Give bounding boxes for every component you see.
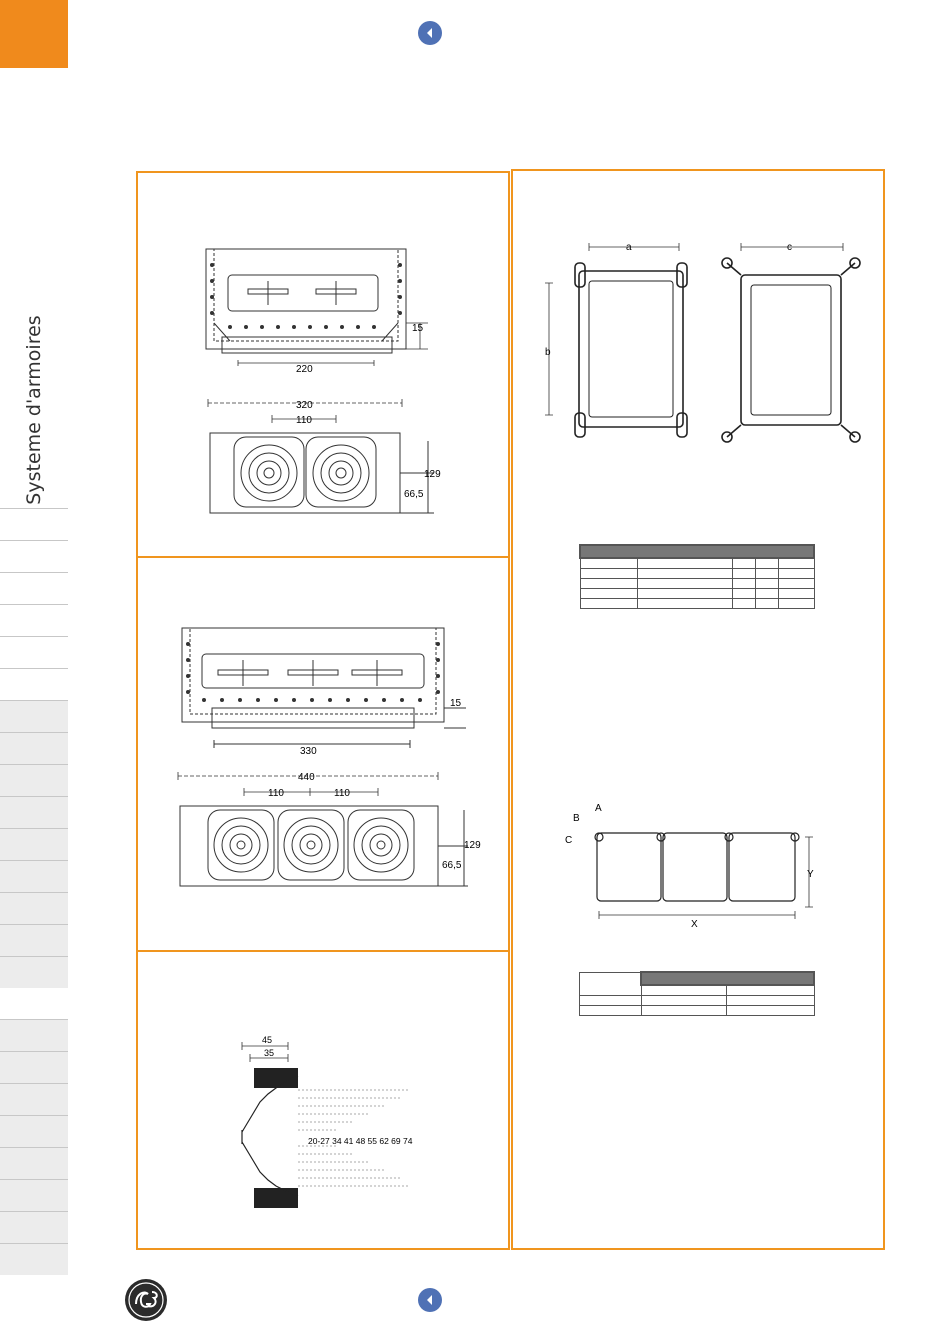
spec-table-2 [579,971,815,1016]
frame-outline [206,249,406,349]
dim-129: 129 [424,469,441,480]
section-title [10,300,58,520]
front-housing [210,433,400,513]
sidebar-row[interactable] [0,572,68,604]
sidebar-gap [0,988,68,1019]
table-header-bar [641,972,814,985]
two-module-drawing [138,173,508,556]
sidebar-row[interactable] [0,1179,68,1211]
sidebar-row[interactable] [0,1019,68,1051]
dim-35: 35 [264,1048,275,1058]
dim-440: 440 [298,772,315,783]
back-button-top[interactable] [418,21,442,45]
sidebar-row[interactable] [0,764,68,796]
section-tab[interactable] [0,0,68,68]
panel-mounting-drawings [511,169,885,1250]
panel-three-module-drawing [136,556,510,952]
label-c: c [787,242,792,253]
mounting-drawings [513,171,883,1248]
table-row [580,569,814,579]
label-b: b [545,347,551,358]
dim-66-5: 66,5 [442,860,462,871]
gland-size-scale: 20-27 34 41 48 55 62 69 74 [308,1136,413,1146]
sidebar-row[interactable] [0,1243,68,1275]
sidebar-row[interactable] [0,860,68,892]
dim-15: 15 [412,323,424,334]
sidebar-row[interactable] [0,540,68,572]
table-row [580,558,814,569]
sidebar-row[interactable] [0,668,68,700]
ge-logo-icon [124,1278,168,1322]
dim-220: 220 [296,364,313,375]
dim-15: 15 [450,698,462,709]
sidebar-row[interactable] [0,1051,68,1083]
label-X: X [691,919,698,930]
sidebar-row[interactable] [0,636,68,668]
back-button-bottom[interactable] [418,1288,442,1312]
label-B: B [573,813,580,824]
sidebar-row[interactable] [0,892,68,924]
dim-320: 320 [296,400,313,411]
dim-330: 330 [300,746,317,757]
table-row [580,579,814,589]
label-Y: Y [807,869,814,880]
table-row [580,589,814,599]
sidebar-row[interactable] [0,508,68,540]
sidebar-row[interactable] [0,1083,68,1115]
dim-110-left: 110 [268,788,284,799]
dim-45: 45 [262,1035,273,1045]
dim-110: 110 [296,415,312,426]
section-title-text: Systeme d'armoires [23,315,45,505]
sidebar-row[interactable] [0,732,68,764]
label-A: A [595,803,602,814]
dim-66-5: 66,5 [404,489,424,500]
sidebar-row[interactable] [0,924,68,956]
table-row [580,972,815,985]
sidebar-row[interactable] [0,604,68,636]
sidebar [0,0,68,1343]
panel-two-module-drawing [136,171,510,558]
table-header-bar [580,545,814,558]
dim-129: 129 [464,840,481,851]
table-row [580,1006,815,1016]
cable-gland-drawing [138,952,508,1248]
sidebar-row[interactable] [0,700,68,732]
sidebar-row[interactable] [0,796,68,828]
sidebar-row[interactable] [0,828,68,860]
sidebar-row[interactable] [0,956,68,988]
spec-table-1 [579,544,815,609]
chevron-left-icon [424,27,436,39]
chevron-left-icon [424,1294,436,1306]
sidebar-row[interactable] [0,1115,68,1147]
sidebar-row[interactable] [0,1147,68,1179]
sidebar-index [0,508,68,1275]
sidebar-row[interactable] [0,1211,68,1243]
three-module-drawing [138,558,508,950]
dim-110-right: 110 [334,788,350,799]
panel-cable-gland-drawing [136,950,510,1250]
table-row [580,996,815,1006]
label-a: a [626,242,632,253]
label-C: C [565,835,573,846]
table-row [580,599,814,609]
